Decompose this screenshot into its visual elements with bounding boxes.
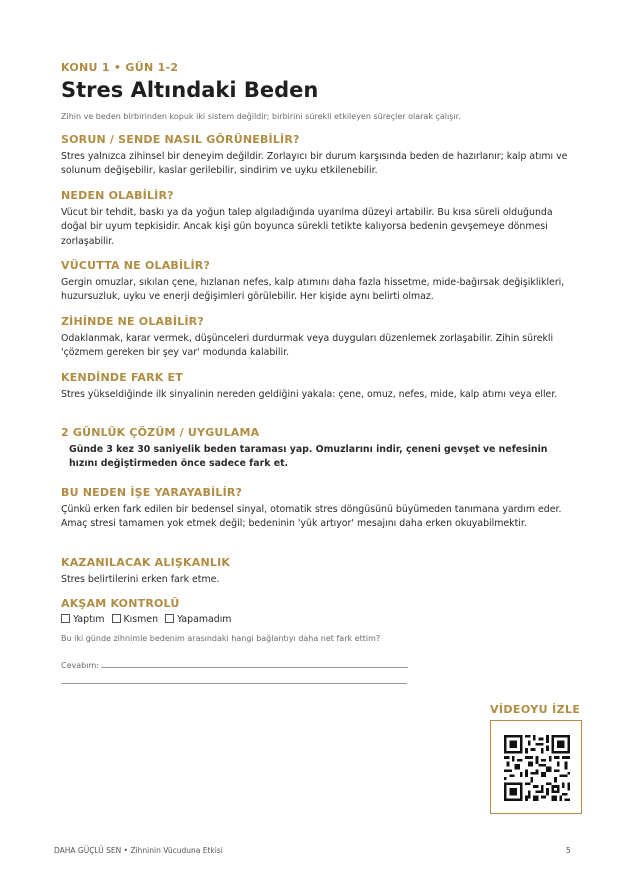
section-body: Gergin omuzlar, sıkılan çene, hızlanan nefes, kalp atımını daha fazla hissetme, mide-bağırsak değişiklikleri, huzursuzluk, uyku ve enerji değişimleri görülebilir. Her kişide aynı belirti olmaz.: [61, 277, 565, 303]
option-label: Yaptım: [73, 614, 105, 625]
section-body: Stres yalnızca zihinsel bir deneyim değildir. Zorlayıcı bir durum karşısında beden de hazırlanır; kalp atımı ve solunum değişebilir, kaslar gerilebilir, sindirim ve uyku etkilenebilir.: [61, 151, 568, 177]
section-heading: BU NEDEN İŞE YARAYABİLİR?: [61, 486, 243, 499]
section-body: Çünkü erken fark edilen bir bedensel sinyal, otomatik stres döngüsünü büyümeden tanımana yardım eder. Amaç stresi tamamen yok etmek değil; bedeninin 'yük artıyor' mesajını daha erken okuyabilmektir.: [61, 504, 562, 530]
page-title: Stres Altındaki Beden: [61, 78, 319, 102]
section-body: Stres belirtilerini erken fark etme.: [61, 574, 220, 585]
qr-code-icon[interactable]: [504, 735, 570, 801]
answer-line[interactable]: [101, 667, 408, 668]
checkbox-partial[interactable]: [112, 614, 121, 623]
section-body: Odaklanmak, karar vermek, düşünceleri durdurmak veya duyguları düzenlemek zorlaşabilir. Zihin sürekli 'çözmem gereken bir şey var' modunda kalabilir.: [61, 333, 554, 359]
section-mind-effects: [61, 315, 571, 361]
section-heading: SORUN / SENDE NASIL GÖRÜNEBİLİR?: [61, 133, 300, 146]
watch-video-label: VİDEOYU İZLE: [490, 703, 581, 716]
topic-eyebrow: KONU 1 • GÜN 1-2: [61, 61, 179, 74]
section-cause: [61, 189, 571, 249]
section-why-it-works: [61, 486, 571, 532]
practice-instruction: Günde 3 kez 30 saniyelik beden taraması yap. Omuzlarını indir, çeneni gevşet ve nefesinin hızını değiştirmeden önce sadece fark et.: [69, 444, 548, 470]
section-heading: VÜCUTTA NE OLABİLİR?: [61, 259, 211, 272]
section-habit: [61, 556, 571, 587]
intro-text: Zihin ve beden birbirinden kopuk iki sistem değildir; birbirini sürekli etkileyen süreçler olarak çalışır.: [61, 112, 461, 121]
footer-title: DAHA GÜÇLÜ SEN • Zihninin Vücuduna Etkisi: [54, 846, 223, 855]
section-notice-yourself: [61, 371, 571, 402]
section-body: Stres yükseldiğinde ilk sinyalinin nereden geldiğini yakala: çene, omuz, nefes, mide, kalp atımı veya eller.: [61, 389, 558, 400]
section-problem: [61, 133, 571, 179]
section-heading: NEDEN OLABİLİR?: [61, 189, 174, 202]
section-practice: [61, 426, 571, 472]
checkbox-done[interactable]: [61, 614, 70, 623]
reflection-question: Bu iki günde zihnimle bedenim arasındaki hangi bağlantıyı daha net fark ettim?: [61, 634, 381, 643]
option-label: Kısmen: [123, 614, 159, 625]
answer-line-2[interactable]: [61, 683, 407, 684]
section-heading: ZİHİNDE NE OLABİLİR?: [61, 315, 204, 328]
section-evening-check: [61, 597, 571, 625]
section-heading: KAZANILACAK ALIŞKANLIK: [61, 556, 231, 569]
page-number: 5: [566, 846, 571, 855]
option-label: Yapamadım: [177, 614, 232, 625]
qr-code-frame[interactable]: [490, 720, 582, 814]
section-heading: AKŞAM KONTROLÜ: [61, 597, 180, 610]
checkbox-not-done[interactable]: [165, 614, 174, 623]
evening-check-options: [61, 614, 571, 625]
section-body: Vücut bir tehdit, baskı ya da yoğun talep algıladığında uyarılma düzeyi artabilir. Bu kısa süreli olduğunda doğal bir uyum tepkisidir. Ancak kişi gün boyunca sürekli tetikte kalıyorsa bedenin gevşemeye dönmesi zorlaşabilir.: [61, 207, 553, 247]
section-heading: KENDİNDE FARK ET: [61, 371, 183, 384]
answer-field[interactable]: [61, 661, 408, 670]
section-body-effects: [61, 259, 571, 305]
section-heading: 2 GÜNLÜK ÇÖZÜM / UYGULAMA: [61, 426, 260, 439]
answer-label: Cevabım:: [61, 661, 99, 670]
